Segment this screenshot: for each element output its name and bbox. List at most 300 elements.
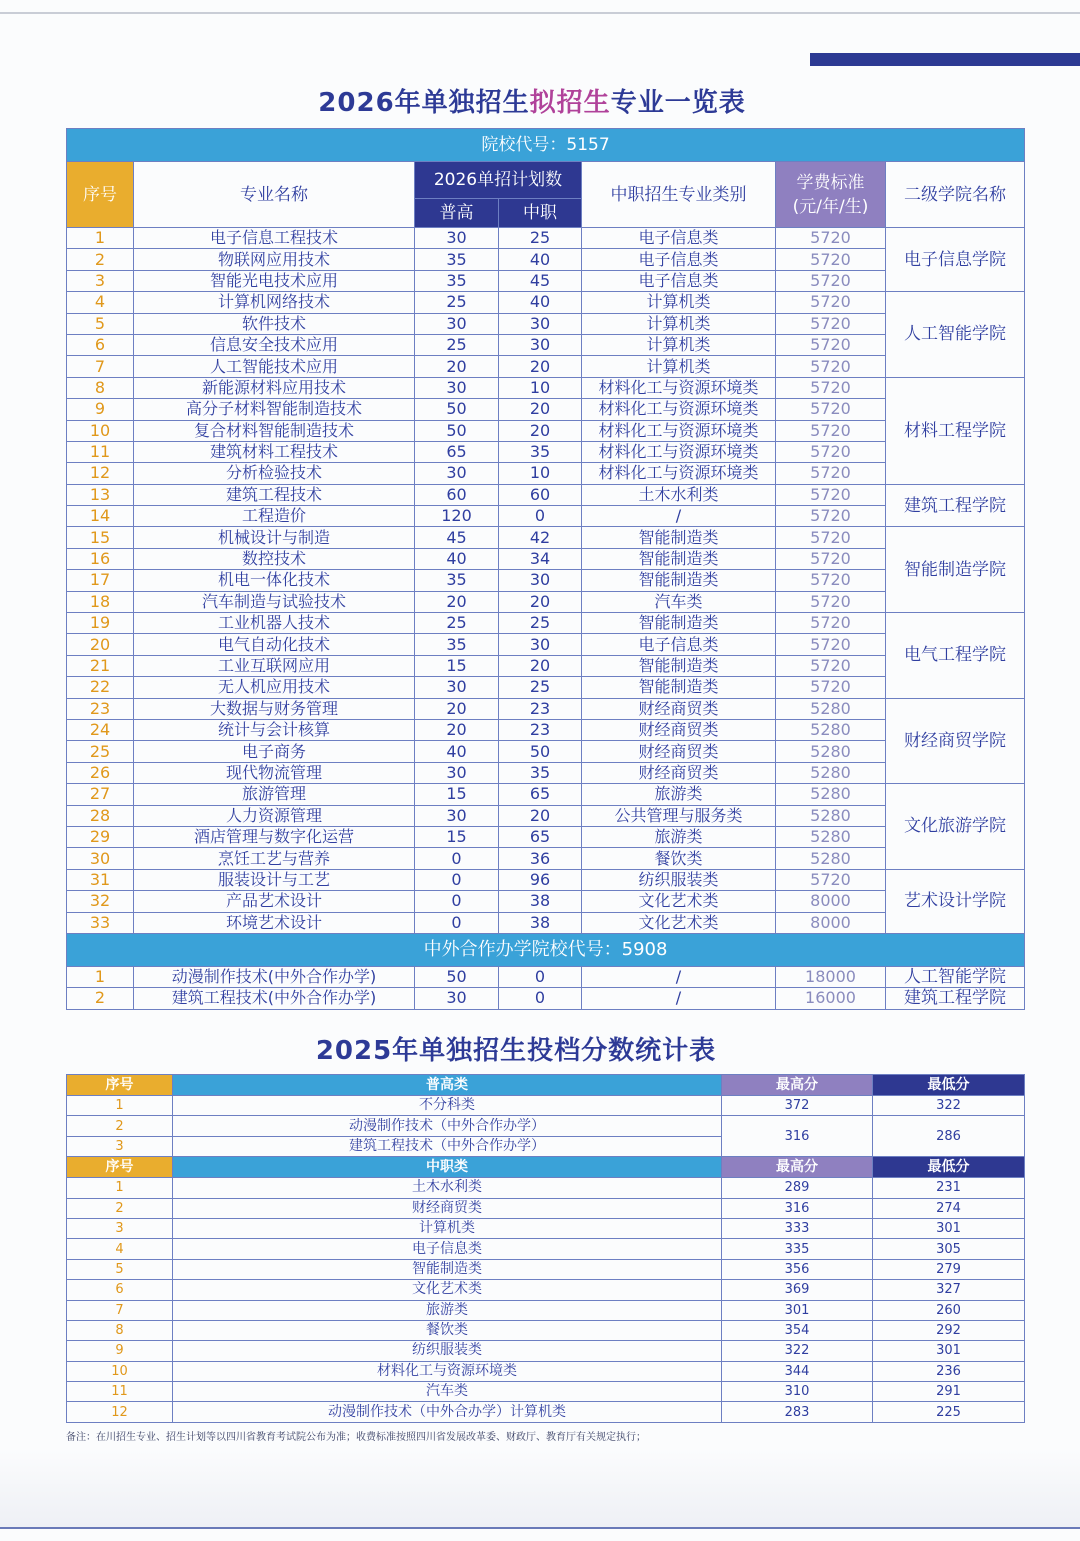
vocational-min: 231 [873,1178,1025,1198]
row-general: 25 [415,292,499,313]
row-college: 电气工程学院 [886,613,1025,699]
row-vocational: 0 [499,988,582,1009]
bottom-shade [0,1450,1080,1527]
row-vocational: 0 [499,966,582,987]
row-category: 智能制造类 [582,655,776,676]
row-major: 分析检验技术 [134,463,415,484]
row-college: 文化旅游学院 [886,784,1025,870]
row-category: 财经商贸类 [582,698,776,719]
row-seq: 5 [67,313,134,334]
vocational-header-seq: 序号 [67,1157,173,1178]
vocational-seq: 12 [67,1402,173,1422]
row-fee: 5720 [776,356,886,377]
row-general: 35 [415,570,499,591]
vocational-max: 316 [722,1198,873,1218]
row-category: 公共管理与服务类 [582,805,776,826]
row-category: 纺织服装类 [582,869,776,890]
plan-row [67,548,1025,569]
row-major: 人工智能技术应用 [134,356,415,377]
row-general: 0 [415,912,499,933]
row-fee: 5280 [776,826,886,847]
row-category: 餐饮类 [582,848,776,869]
row-fee: 5720 [776,570,886,591]
row-seq: 29 [67,826,134,847]
vocational-seq: 6 [67,1280,173,1300]
row-fee: 5720 [776,484,886,505]
row-category: 计算机类 [582,292,776,313]
row-general: 45 [415,527,499,548]
row-category: 电子信息类 [582,228,776,249]
row-college: 电子信息学院 [886,228,1025,292]
row-major: 旅游管理 [134,784,415,805]
row-major: 信息安全技术应用 [134,334,415,355]
score-row [67,1300,1025,1320]
row-category: 智能制造类 [582,527,776,548]
row-fee: 5280 [776,719,886,740]
general-max: 316 [722,1116,873,1157]
plan-row [67,805,1025,826]
plan-row [67,634,1025,655]
vocational-max: 333 [722,1218,873,1238]
score-row [67,1178,1025,1198]
vocational-max: 289 [722,1178,873,1198]
row-seq: 18 [67,591,134,612]
row-general: 35 [415,270,499,291]
row-fee: 5720 [776,292,886,313]
score-row [67,1198,1025,1218]
row-seq: 7 [67,356,134,377]
row-vocational: 20 [499,356,582,377]
vocational-min: 327 [873,1280,1025,1300]
vocational-name: 智能制造类 [173,1259,722,1279]
row-category: 电子信息类 [582,249,776,270]
vocational-name: 旅游类 [173,1300,722,1320]
row-general: 20 [415,591,499,612]
plan-row [67,527,1025,548]
row-fee: 18000 [776,966,886,987]
row-general: 30 [415,677,499,698]
row-general: 20 [415,356,499,377]
row-general: 0 [415,848,499,869]
vocational-name: 计算机类 [173,1218,722,1238]
row-category: 智能制造类 [582,548,776,569]
row-fee: 5720 [776,399,886,420]
row-seq: 13 [67,484,134,505]
plan-row [67,399,1025,420]
row-general: 0 [415,891,499,912]
row-fee: 5280 [776,784,886,805]
row-major: 工业机器人技术 [134,613,415,634]
plan-row [67,334,1025,355]
plan-row [67,356,1025,377]
score-row [67,1402,1025,1422]
row-category: / [582,966,776,987]
vocational-name: 文化艺术类 [173,1280,722,1300]
score-row [67,1382,1025,1402]
plan-row [67,762,1025,783]
row-general: 40 [415,548,499,569]
footnote: 备注：在川招生专业、招生计划等以四川省教育考试院公布为准；收费标准按照四川省发展改革委、财政厅、教育厅有关规定执行； [66,1432,646,1443]
row-general: 15 [415,655,499,676]
general-name: 不分科类 [173,1096,722,1116]
row-vocational: 0 [499,506,582,527]
vocational-max: 369 [722,1280,873,1300]
row-seq: 10 [67,420,134,441]
row-category: 文化艺术类 [582,891,776,912]
row-vocational: 30 [499,334,582,355]
plan-row [67,313,1025,334]
row-fee: 5280 [776,762,886,783]
row-seq: 2 [67,249,134,270]
row-major: 大数据与财务管理 [134,698,415,719]
header-fee-line2: (元/年/生) [792,196,869,217]
plan-row [67,591,1025,612]
row-fee: 5720 [776,441,886,462]
row-category: 智能制造类 [582,677,776,698]
row-vocational: 20 [499,655,582,676]
row-major: 建筑工程技术(中外合作办学) [134,988,415,1009]
general-header-max: 最高分 [722,1075,873,1096]
row-vocational: 20 [499,399,582,420]
top-divider [0,12,1080,14]
row-seq: 21 [67,655,134,676]
vocational-header-min: 最低分 [873,1157,1025,1178]
header-category: 中职招生专业类别 [582,162,776,228]
row-seq: 28 [67,805,134,826]
plan-row [67,249,1025,270]
vocational-min: 236 [873,1361,1025,1381]
row-seq: 20 [67,634,134,655]
vocational-header-max: 最高分 [722,1157,873,1178]
row-vocational: 35 [499,762,582,783]
row-seq: 17 [67,570,134,591]
row-seq: 8 [67,377,134,398]
general-min: 286 [873,1116,1025,1157]
row-fee: 5280 [776,848,886,869]
row-college: 材料工程学院 [886,377,1025,484]
vocational-max: 344 [722,1361,873,1381]
general-seq: 3 [67,1136,173,1156]
row-seq: 19 [67,613,134,634]
general-seq: 2 [67,1116,173,1136]
row-seq: 30 [67,848,134,869]
row-seq: 26 [67,762,134,783]
row-seq: 11 [67,441,134,462]
row-general: 25 [415,334,499,355]
vocational-min: 274 [873,1198,1025,1218]
row-category: 旅游类 [582,784,776,805]
row-major: 汽车制造与试验技术 [134,591,415,612]
row-fee: 8000 [776,912,886,933]
row-fee: 5280 [776,698,886,719]
score-row [67,1361,1025,1381]
row-general: 30 [415,228,499,249]
plan-row [67,270,1025,291]
plan-row [67,784,1025,805]
row-general: 120 [415,506,499,527]
score-statistics-table [66,1074,1025,1423]
school-code: 院校代号：5157 [67,129,1025,162]
row-general: 35 [415,249,499,270]
title-highlight: 拟招生 [529,88,611,118]
row-category: 文化艺术类 [582,912,776,933]
row-college: 财经商贸学院 [886,698,1025,784]
page-title [0,86,1072,120]
plan-row [67,463,1025,484]
row-major: 建筑材料工程技术 [134,441,415,462]
row-category: 智能制造类 [582,570,776,591]
row-fee: 5720 [776,548,886,569]
vocational-min: 291 [873,1382,1025,1402]
vocational-name: 汽车类 [173,1382,722,1402]
row-fee: 5720 [776,655,886,676]
plan-row [67,891,1025,912]
row-vocational: 38 [499,891,582,912]
vocational-min: 301 [873,1341,1025,1361]
vocational-name: 材料化工与资源环境类 [173,1361,722,1381]
row-seq: 31 [67,869,134,890]
vocational-max: 322 [722,1341,873,1361]
row-fee: 5720 [776,313,886,334]
vocational-header-category: 中职类 [173,1157,722,1178]
header-major: 专业名称 [134,162,415,228]
plan-row [67,613,1025,634]
header-general: 普高 [415,199,499,228]
row-general: 30 [415,805,499,826]
general-name: 动漫制作技术（中外合作办学） [173,1116,722,1136]
vocational-seq: 3 [67,1218,173,1238]
vocational-seq: 2 [67,1198,173,1218]
row-vocational: 40 [499,249,582,270]
vocational-max: 354 [722,1320,873,1340]
row-vocational: 96 [499,869,582,890]
row-general: 40 [415,741,499,762]
plan-row [67,869,1025,890]
vocational-name: 电子信息类 [173,1239,722,1259]
plan-row [67,570,1025,591]
score-row [67,1280,1025,1300]
row-general: 0 [415,869,499,890]
plan-row [67,484,1025,505]
row-fee: 16000 [776,988,886,1009]
vocational-seq: 7 [67,1300,173,1320]
row-fee: 5720 [776,377,886,398]
row-fee: 5720 [776,634,886,655]
row-vocational: 65 [499,784,582,805]
row-fee: 5720 [776,420,886,441]
row-major: 电子商务 [134,741,415,762]
row-vocational: 25 [499,677,582,698]
vocational-name: 纺织服装类 [173,1341,722,1361]
row-seq: 6 [67,334,134,355]
row-general: 65 [415,441,499,462]
general-header-category: 普高类 [173,1075,722,1096]
row-vocational: 30 [499,313,582,334]
row-major: 智能光电技术应用 [134,270,415,291]
score-row [67,1320,1025,1340]
row-seq: 9 [67,399,134,420]
vocational-seq: 1 [67,1178,173,1198]
row-major: 统计与会计核算 [134,719,415,740]
row-fee: 5720 [776,613,886,634]
row-category: / [582,506,776,527]
vocational-min: 260 [873,1300,1025,1320]
score-row [67,1239,1025,1259]
row-category: 电子信息类 [582,270,776,291]
row-fee: 5720 [776,591,886,612]
row-major: 无人机应用技术 [134,677,415,698]
plan-row [67,441,1025,462]
row-vocational: 10 [499,463,582,484]
row-general: 20 [415,719,499,740]
row-seq: 16 [67,548,134,569]
row-fee: 5720 [776,463,886,484]
row-vocational: 20 [499,420,582,441]
plan-row [67,377,1025,398]
row-seq: 25 [67,741,134,762]
plan-row [67,826,1025,847]
plan-row [67,912,1025,933]
header-fee [776,162,886,228]
row-vocational: 35 [499,441,582,462]
row-college: 建筑工程学院 [886,484,1025,527]
row-vocational: 60 [499,484,582,505]
vocational-min: 279 [873,1259,1025,1279]
vocational-seq: 10 [67,1361,173,1381]
row-general: 50 [415,420,499,441]
enrollment-plan-table [66,128,1025,1010]
row-vocational: 36 [499,848,582,869]
row-general: 50 [415,966,499,987]
row-major: 复合材料智能制造技术 [134,420,415,441]
row-category: 智能制造类 [582,613,776,634]
row-seq: 14 [67,506,134,527]
row-fee: 5720 [776,527,886,548]
row-major: 机电一体化技术 [134,570,415,591]
row-vocational: 65 [499,826,582,847]
row-major: 产品艺术设计 [134,891,415,912]
vocational-name: 土木水利类 [173,1178,722,1198]
row-seq: 1 [67,228,134,249]
row-category: 旅游类 [582,826,776,847]
coop-row [67,966,1025,987]
row-general: 30 [415,463,499,484]
row-major: 软件技术 [134,313,415,334]
top-accent-bar [810,53,1080,66]
row-seq: 2 [67,988,134,1009]
row-college: 智能制造学院 [886,527,1025,613]
row-major: 动漫制作技术(中外合作办学) [134,966,415,987]
row-vocational: 30 [499,634,582,655]
row-general: 50 [415,399,499,420]
plan-row [67,420,1025,441]
row-fee: 5720 [776,677,886,698]
plan-row [67,698,1025,719]
row-category: 计算机类 [582,313,776,334]
vocational-max: 283 [722,1402,873,1422]
score-table-title: 2025年单独招生投档分数统计表 [315,1036,717,1066]
header-fee-line1: 学费标准 [796,172,865,193]
row-vocational: 45 [499,270,582,291]
vocational-seq: 9 [67,1341,173,1361]
row-major: 工程造价 [134,506,415,527]
vocational-name: 餐饮类 [173,1320,722,1340]
row-category: 电子信息类 [582,634,776,655]
row-vocational: 34 [499,548,582,569]
row-major: 建筑工程技术 [134,484,415,505]
row-vocational: 50 [499,741,582,762]
row-fee: 5720 [776,506,886,527]
row-vocational: 23 [499,719,582,740]
row-general: 60 [415,484,499,505]
vocational-max: 310 [722,1382,873,1402]
row-major: 烹饪工艺与营养 [134,848,415,869]
row-fee: 8000 [776,891,886,912]
coop-row [67,988,1025,1009]
row-general: 30 [415,377,499,398]
row-fee: 5720 [776,869,886,890]
row-category: 财经商贸类 [582,719,776,740]
plan-row [67,655,1025,676]
row-fee: 5720 [776,249,886,270]
header-vocational: 中职 [499,199,582,228]
general-header-seq: 序号 [67,1075,173,1096]
plan-row [67,506,1025,527]
row-general: 15 [415,784,499,805]
row-seq: 27 [67,784,134,805]
row-general: 25 [415,613,499,634]
row-category: 土木水利类 [582,484,776,505]
row-general: 30 [415,313,499,334]
row-category: 材料化工与资源环境类 [582,377,776,398]
header-seq: 序号 [67,162,134,228]
vocational-seq: 11 [67,1382,173,1402]
coop-school-code: 中外合作办学院校代号：5908 [67,933,1025,966]
plan-row [67,292,1025,313]
general-min: 322 [873,1096,1025,1116]
row-seq: 32 [67,891,134,912]
row-major: 机械设计与制造 [134,527,415,548]
row-general: 35 [415,634,499,655]
row-category: 材料化工与资源环境类 [582,420,776,441]
vocational-seq: 5 [67,1259,173,1279]
header-plan: 2026单招计划数 [415,162,582,199]
row-college: 人工智能学院 [886,292,1025,378]
plan-row [67,228,1025,249]
row-college: 人工智能学院 [886,966,1025,987]
row-fee: 5720 [776,270,886,291]
vocational-min: 292 [873,1320,1025,1340]
row-vocational: 40 [499,292,582,313]
vocational-min: 301 [873,1218,1025,1238]
row-vocational: 42 [499,527,582,548]
plan-row [67,719,1025,740]
row-fee: 5720 [776,334,886,355]
row-seq: 15 [67,527,134,548]
row-category: 汽车类 [582,591,776,612]
score-row [67,1341,1025,1361]
row-seq: 23 [67,698,134,719]
plan-row [67,677,1025,698]
row-major: 高分子材料智能制造技术 [134,399,415,420]
title-suffix: 专业一览表 [610,88,746,118]
row-vocational: 20 [499,591,582,612]
row-vocational: 25 [499,613,582,634]
row-general: 30 [415,988,499,1009]
row-major: 服装设计与工艺 [134,869,415,890]
row-general: 20 [415,698,499,719]
vocational-seq: 4 [67,1239,173,1259]
